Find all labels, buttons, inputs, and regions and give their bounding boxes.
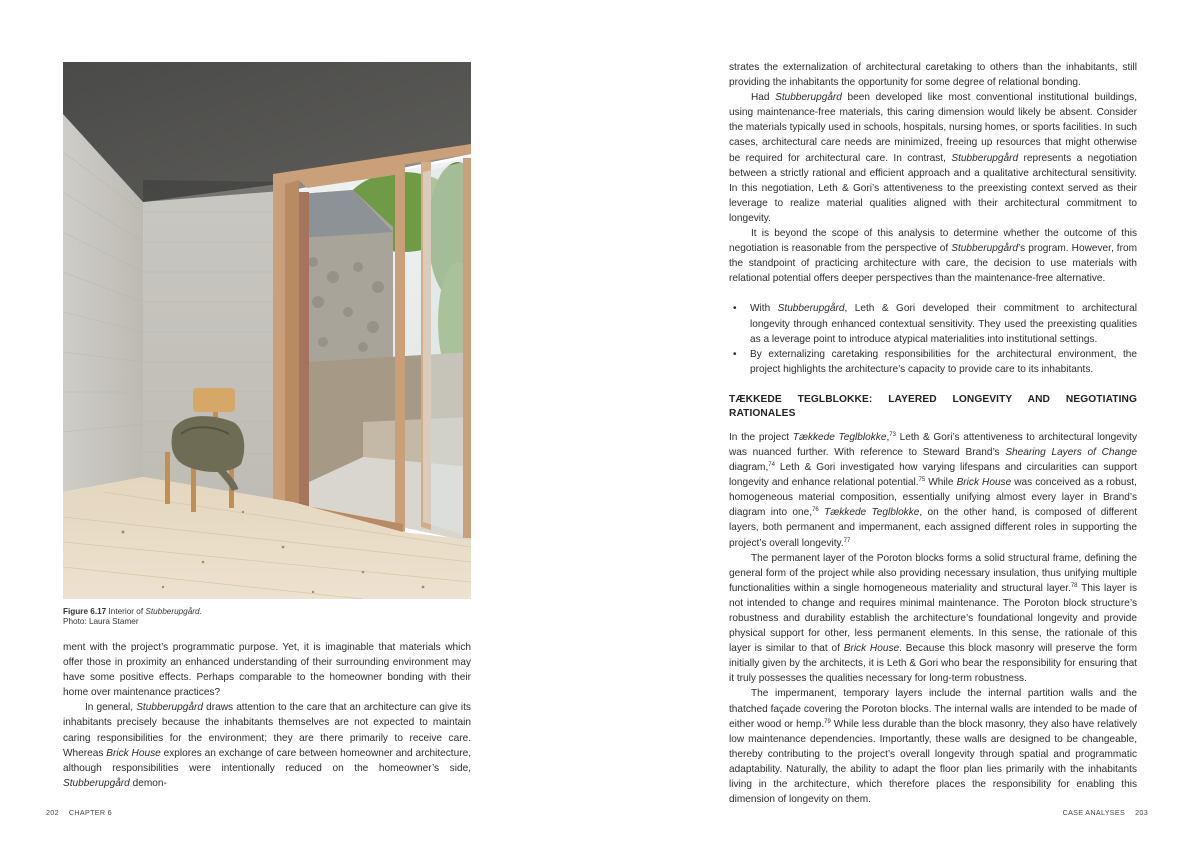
italic-title: Stubberupgård [777,303,845,315]
text-run: In general, [85,702,137,714]
italic-title: Brick House [956,477,1012,489]
text-run: represents a negotiation between a strictly rational and efficient approach and a qualitative architectural sensitivity. In this negotiation, Leth & Gori’s attentiveness to the preexisting context served as their leverage to realize material qualities aligned with their architectural commitment to longevity. [729,152,1138,224]
folio-left [36,808,112,817]
italic-title: Brick House [106,747,161,759]
italic-title: Tækkede Teglblokke [792,431,887,443]
summary-bullet-list [729,301,1137,376]
caption-label: Figure 6.17 [63,607,107,616]
italic-title: Stubberupgård [951,243,1019,255]
footnote-marker[interactable]: 79 [824,718,831,725]
text-run: This layer is not intended to change and requires minimal maintenance. The Poroton block structure’s robustness and durability establish the architecture’s foundational longevity and provide physical support for other, less permanent elements. In this sense, the rationale of this layer is similar to that of [729,582,1137,655]
text-run: The permanent layer of the Poroton blocks forms a solid structural frame, defining the general form of the project while also providing necessary insulation, thus unifying multiple functionalities within a single homogeneous materiality and structural layer. [729,552,1137,594]
text-run: With [750,303,778,315]
text-run: The impermanent, temporary layers include the internal partition walls and the thatched façade covering the Poroton blocks. The internal walls are intended to be made of either wood or hemp. [729,688,1137,730]
text-run: ment with the project’s programmatic purpose. Yet, it is imaginable that materials which offer those in proximity an enhanced understanding of their surrounding environment may have some positive effects. Perhaps comparable to the homeowner bonding with their home over maintenance practices? [63,642,471,699]
text-run: In the project [729,431,793,443]
text-run: , [886,431,890,443]
page-number-left: 202 [46,808,59,817]
bullet-item [729,347,1137,377]
right-body-text [729,60,1137,807]
footnote-marker[interactable]: 76 [812,507,819,514]
text-run: was conceived as a robust, homogeneous material composition, essentially unifying almost every layer in Brand’s diagram into one, [729,477,1137,519]
footnote-marker[interactable]: 73 [889,431,896,438]
bullet-marker: • [733,348,737,360]
right-page [600,0,1200,849]
italic-title: Stubberupgård [63,777,130,789]
text-run: It is beyond the scope of this analysis to determine whether the outcome of this negotiation is reasonable from the perspective of [729,228,1137,255]
body-paragraph [729,90,1137,226]
caption-title: Stubberupgård. [145,607,202,616]
body-paragraph [63,640,471,700]
chapter-label: CHAPTER 6 [68,808,112,817]
italic-title: Shearing Layers of Change [1005,446,1137,458]
text-run: draws attention to the care that an architecture can give its inhabitants precisely because the inhabitants themselves are not expected to maintain caring responsibilities for the environment; they are there primarily to receive care. Whereas [63,702,471,759]
body-paragraph [63,700,471,791]
bullet-item [729,301,1137,346]
right-paragraphs-bottom [729,430,1137,807]
section-label: CASE ANALYSES [1062,808,1126,817]
text-run: , on the other hand, is composed of different layers, both permanent and impermanent, each assigned different roles in supporting the project’s overall longevity. [729,507,1137,549]
text-run: . Because this block masonry will preserve the form initially given by the architects, it is Leth & Gori who bear the responsibility for ensuring that it truly possesses the qualities necessary for long-term robustness. [729,643,1137,685]
text-run: explores an exchange of care between homeowner and architecture, although responsibilities were intentionally reduced on the homeowner’s side, [63,747,472,774]
figure-caption [63,607,471,627]
body-paragraph [729,686,1137,807]
text-run: ’s program. However, from the standpoint of practicing architecture with care, the decision to use materials with relational potential offers deeper perspectives than the maintenance-free alternative. [729,243,1137,285]
footnote-marker[interactable]: 78 [1070,582,1078,589]
bullet-marker: • [733,303,737,315]
body-paragraph [729,430,1137,551]
right-paragraphs-top [729,60,1137,286]
italic-title: Stubberupgård [775,92,842,104]
text-run: strates the externalization of architectural caretaking to others than the inhabitants, still providing the inhabitants the opportunity for some degree of relational bonding. [729,62,1137,89]
italic-title: Tækkede Teglblokke [824,507,920,519]
text-run: Leth & Gori’s attentiveness to architectural longevity was nuanced further. With reference to Steward Brand’s [729,431,1137,458]
italic-title: Stubberupgård [136,702,203,714]
footnote-marker[interactable]: 74 [768,462,775,469]
text-run: Leth & Gori investigated how varying lifespans and circularities can support longevity and enhance relational potential. [729,462,1137,489]
text-run: demon- [129,777,167,789]
page-number-right: 203 [1135,808,1148,817]
text-run: Had [751,92,776,104]
italic-title: Stubberupgård [951,152,1019,164]
section-heading: TÆKKEDE TEGLBLOKKE: LAYERED LONGEVITY AND NEGOTIATING RATIONALES [729,393,1137,419]
body-paragraph [729,551,1137,687]
text-run: While [925,477,957,489]
figure-photo [63,62,471,599]
text-run: , Leth & Gori developed their commitment to architectural longevity through enhanced contextual sensitivity. They used the preexisting qualities as a leverage point to introduce atypical materialities into institutional settings. [750,303,1137,345]
text-run: While less durable than the block masonry, they also have relatively low maintenance dependencies. Importantly, these walls are designed to be changeable, thereby contributing to the project’s overall longevity through spatial and programmatic adaptability. Naturally, the ability to adapt the floor plan lies primarily with the inhabitants living in the architecture, which therefore places the responsibility for enabling this dimension of longevity on them. [729,718,1137,806]
left-body-text [63,640,471,791]
footnote-marker[interactable]: 77 [843,537,851,544]
folio-right [1063,808,1158,817]
text-run: been developed like most conventional institutional buildings, using maintenance-free materials, this caring dimension would likely be absent. Consider the materials typically used in schools, hospitals, nursing homes, or sports facilities. In such cases, architectural care needs are minimized, freeing up resources that might otherwise be required for architectural care. In contrast, [729,92,1137,164]
text-run: diagram, [729,462,769,474]
text-run: By externalizing caretaking responsibilities for the architectural environment, the project highlights the architecture’s capacity to provide care to its inhabitants. [750,348,1137,375]
interior-photo-image [63,62,471,599]
body-paragraph [729,226,1137,286]
caption-text: Interior of [108,607,144,616]
body-paragraph [729,60,1137,90]
footnote-marker[interactable]: 75 [918,477,926,484]
italic-title: Brick House [843,643,900,655]
caption-credit: Photo: Laura Stamer [63,617,139,626]
